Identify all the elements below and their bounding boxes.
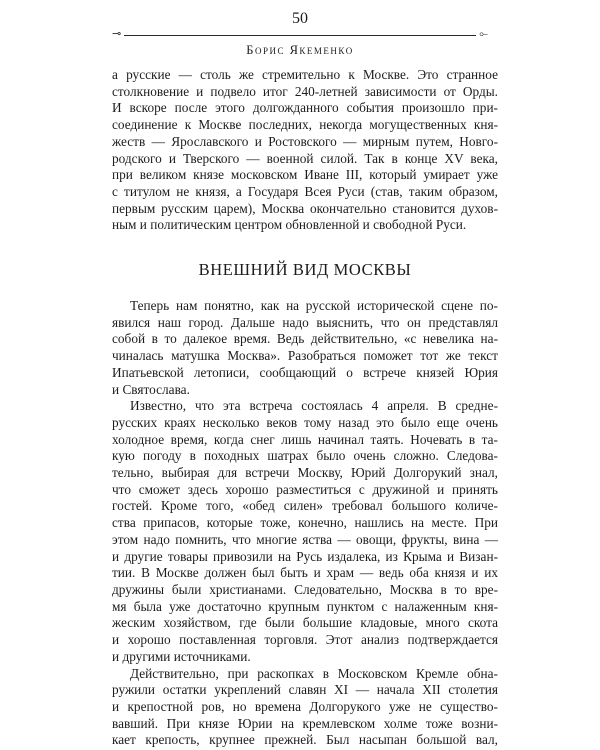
text-line: этом надо помнить, что многие яства — овощи, фрукты, вина — (112, 531, 498, 547)
text-line: Действительно, при раскопках в Московском Кремле обна- (130, 665, 498, 681)
ornament-right-icon: ⟜ (479, 27, 488, 40)
text-line: ства припасов, которые тоже, конечно, нашлись на месте. При (112, 515, 498, 531)
text-line: и другие товары привозили на Русь издалека, из Крыма и Визан- (112, 548, 498, 564)
text-line: при великом князе московском Иване III, который умирает уже (112, 167, 498, 183)
text-line: явился наш город. Дальше надо выяснить, что он представлял (112, 314, 498, 330)
page-number: 50 (292, 10, 308, 27)
text-line: собой в то далекое время. Ведь действительно, «с невелика на- (112, 331, 498, 347)
text-line: жеств — Ярославского и Ростовского — мирным путем, Новго- (112, 133, 498, 149)
paragraph-3 (112, 666, 498, 750)
header-rule (124, 35, 476, 36)
text-line: Известно, что эта встреча состоялась 4 апреля. В средне- (130, 398, 498, 414)
running-head-author: Борис Якеменко (246, 43, 354, 57)
text-line: жеским хозяйством, где были большие кладовые, много скота (112, 615, 498, 631)
text-line: а русские — столь же стремительно к Москве. Это странное (112, 67, 498, 82)
body-text (112, 67, 498, 749)
text-line: ным и политическим центром обновленной и свободной Руси. (112, 217, 467, 233)
text-line: с титулом не князя, а Государя Всея Руси (став, таким образом, (112, 183, 498, 199)
text-line: мя была уже достаточно крупным пунктом с налаженным кня- (112, 598, 498, 614)
text-line: столкновение и подвело итог 240-летней зависимости от Орды. (112, 83, 498, 99)
text-line: тии. В Москве должен был быть и храм — ведь оба князя и их (112, 565, 498, 581)
paragraph-1 (112, 298, 498, 398)
text-line: ружили остатки укреплений славян XI — начала XII столетия (112, 682, 498, 698)
running-head (112, 27, 488, 42)
section-heading: ВНЕШНИЙ ВИД МОСКВЫ (198, 260, 412, 280)
text-line: что сможет здесь хорошо разместиться с дружиной и принять (112, 481, 498, 497)
text-line: и другими источниками. (112, 648, 251, 664)
text-line: и крепостной ров, но времена Долгорукого уже не существо- (112, 698, 498, 714)
text-line: и хорошо поставленная торговля. Этот анализ подтверждается (112, 632, 498, 648)
text-line: Ипатьевской летописи, сообщающий о встрече князей Юрия (112, 364, 498, 380)
text-line: дружины были христианами. Следовательно, Москва в то вре- (112, 581, 498, 597)
text-line: гостей. Кроме того, «обед силен» требовал большого количе- (112, 498, 498, 514)
opening-paragraph (112, 67, 498, 234)
text-line: родского и Тверского — военной силой. Так в конце XV века, (112, 150, 498, 166)
text-line: кает крепость, крупнее прежней. Был насыпан большой вал, (112, 732, 498, 748)
text-line: соединение к Москве последних, некогда могущественных кня- (112, 117, 498, 133)
text-line: вавший. При князе Юрии на кремлевском холме тоже возни- (112, 715, 498, 731)
text-line: русских краях несколько веков тому назад это было еще очень (112, 414, 498, 430)
text-line: холодное время, когда снег лишь начинал таять. Ночевать в та- (112, 431, 498, 447)
text-line: чиналась матушка Москва». Разобраться поможет тот же текст (112, 348, 498, 364)
ornament-left-icon: ⊸ (112, 27, 122, 40)
text-line: И вскоре после этого долгожданного события произошло при- (112, 100, 498, 116)
text-line: Теперь нам понятно, как на русской исторической сцене по- (130, 298, 498, 314)
text-line: тельно, выбирая для встречи Москву, Юрий Долгорукий знал, (112, 465, 498, 481)
text-line: кую погоду в походных шатрах было очень сложно. Следова- (112, 448, 498, 464)
text-line: и Святослава. (112, 381, 190, 397)
text-line: первым русским царем), Москва окончательно становится духов- (112, 200, 498, 216)
paragraph-2 (112, 398, 498, 665)
